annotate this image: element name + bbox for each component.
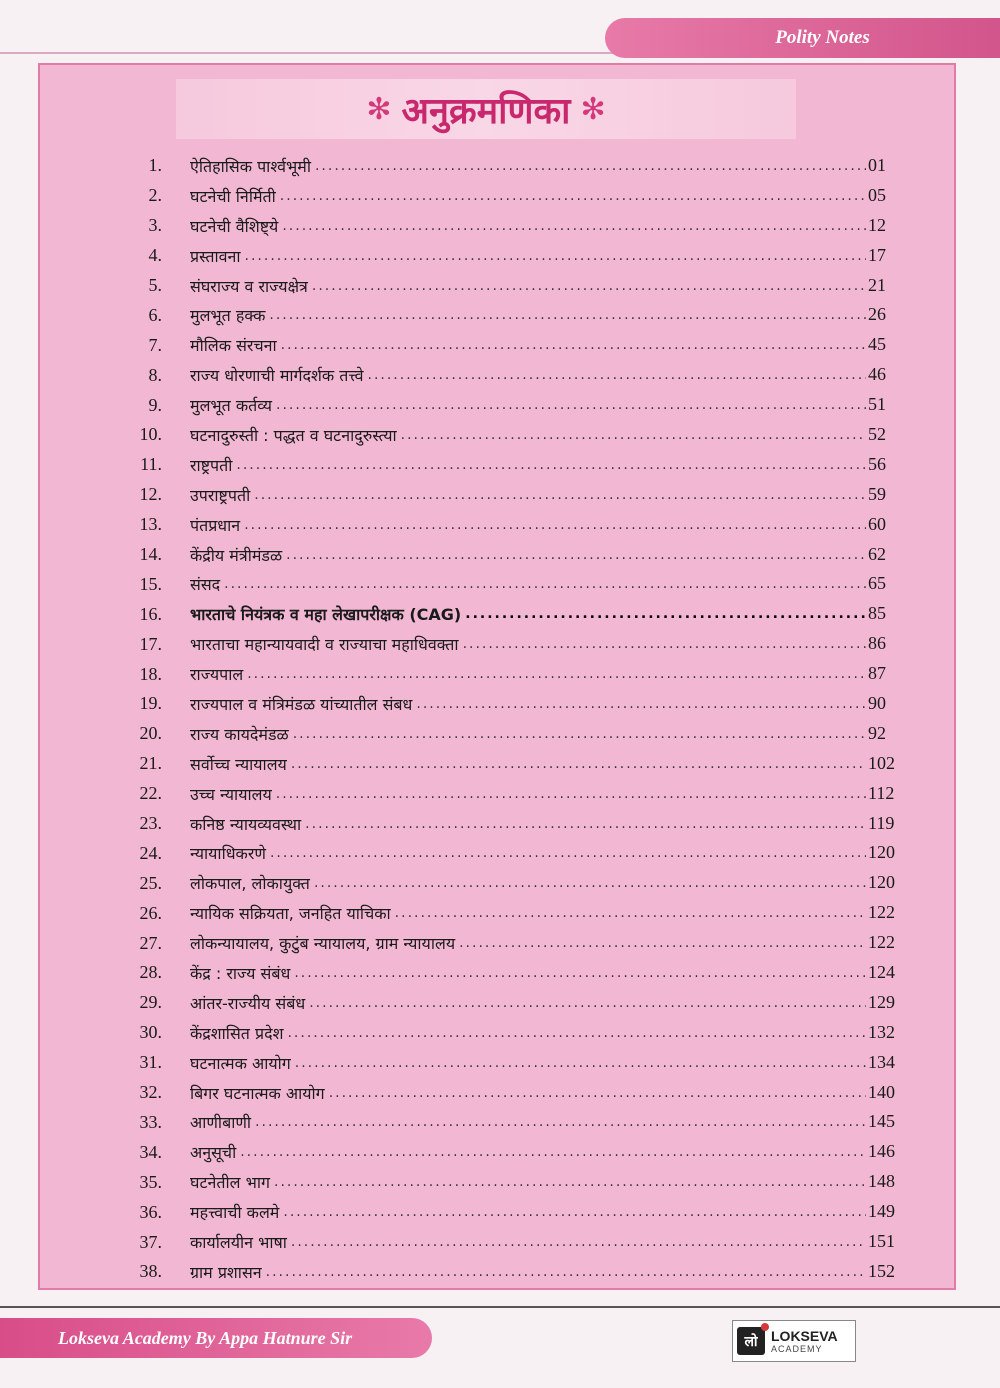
logo-line2: ACADEMY	[771, 1343, 823, 1354]
toc-title-text: राष्ट्रपती	[190, 455, 233, 475]
toc-leader-dots	[224, 576, 866, 592]
toc-page-number: 140	[868, 1081, 895, 1102]
toc-title	[190, 783, 866, 805]
toc-page-number: 51	[868, 394, 886, 415]
toc-title-text: ग्राम प्रशासन	[190, 1262, 262, 1282]
toc-row	[40, 928, 958, 958]
toc-title-text: न्यायाधिकरणे	[190, 844, 266, 864]
toc-page-number: 129	[868, 991, 895, 1012]
toc-page-number: 21	[868, 274, 886, 295]
toc-page-number: 149	[868, 1201, 895, 1222]
toc-page-number: 85	[868, 603, 886, 624]
toc-page-number: 145	[868, 1111, 895, 1132]
toc-title-text: घटनादुरुस्ती : पद्धत व घटनादुरुस्त्या	[190, 425, 397, 445]
toc-number: 20.	[139, 723, 162, 744]
toc-number: 32.	[139, 1082, 162, 1103]
table-of-contents	[40, 151, 958, 1287]
toc-row	[40, 1167, 958, 1197]
toc-title-text: प्रस्तावना	[190, 246, 241, 266]
toc-number: 18.	[139, 663, 162, 684]
toc-title-text: उपराष्ट्रपती	[190, 485, 251, 505]
toc-title-text: महत्त्वाची कलमे	[190, 1203, 280, 1223]
toc-number: 6.	[148, 304, 162, 325]
toc-leader-dots	[244, 517, 866, 533]
toc-leader-dots	[459, 935, 866, 951]
header-tab	[605, 18, 1000, 58]
toc-title-text: घटनेची वैशिष्ट्ये	[190, 216, 279, 236]
toc-number: 26.	[139, 902, 162, 923]
toc-page-number: 134	[868, 1051, 895, 1072]
toc-leader-dots	[240, 1144, 866, 1160]
toc-number: 30.	[139, 1022, 162, 1043]
toc-page-number: 59	[868, 483, 886, 504]
toc-leader-dots	[315, 158, 866, 174]
toc-number: 8.	[148, 364, 162, 385]
toc-row	[40, 300, 958, 330]
toc-number: 13.	[139, 514, 162, 535]
toc-number: 31.	[139, 1052, 162, 1073]
toc-row	[40, 1018, 958, 1048]
toc-row	[40, 390, 958, 420]
toc-leader-dots	[293, 726, 866, 742]
toc-row	[40, 151, 958, 181]
toc-leader-dots	[291, 1234, 866, 1250]
toc-leader-dots	[280, 188, 866, 204]
toc-number: 38.	[139, 1261, 162, 1282]
toc-page-number: 120	[868, 872, 895, 893]
toc-row	[40, 450, 958, 480]
toc-leader-dots	[295, 1055, 866, 1071]
toc-title-text: घटनेची निर्मिती	[190, 186, 276, 206]
toc-title	[190, 544, 866, 566]
toc-row	[40, 480, 958, 510]
toc-leader-dots	[291, 756, 866, 772]
toc-number: 4.	[148, 245, 162, 266]
toc-leader-dots	[274, 1174, 866, 1190]
toc-page-number: 146	[868, 1141, 895, 1162]
toc-number: 17.	[139, 633, 162, 654]
toc-number: 10.	[139, 424, 162, 445]
toc-number: 15.	[139, 573, 162, 594]
toc-title-text: भारताचे नियंत्रक व महा लेखापरीक्षक (CAG)	[190, 605, 462, 625]
toc-page-number: 12	[868, 214, 886, 235]
toc-number: 2.	[148, 185, 162, 206]
toc-row	[40, 988, 958, 1018]
toc-page-number: 132	[868, 1021, 895, 1042]
toc-row	[40, 510, 958, 540]
toc-page-number: 120	[868, 842, 895, 863]
toc-title-text: भारताचा महान्यायवादी व राज्याचा महाधिवक्ता	[190, 635, 459, 655]
toc-page-number: 65	[868, 573, 886, 594]
toc-page-number: 122	[868, 932, 895, 953]
toc-row	[40, 1137, 958, 1167]
toc-title	[190, 663, 866, 685]
toc-title	[190, 275, 866, 297]
toc-title	[190, 1052, 866, 1074]
toc-leader-dots	[287, 1025, 866, 1041]
toc-title	[190, 454, 866, 476]
toc-row	[40, 1078, 958, 1108]
toc-row	[40, 181, 958, 211]
toc-title-text: राज्यपाल	[190, 665, 244, 685]
toc-title-text: घटनेतील भाग	[190, 1173, 270, 1193]
toc-title-text: मुलभूत हक्क	[190, 306, 266, 326]
toc-title-text: मौलिक संरचना	[190, 336, 277, 356]
toc-title	[190, 693, 866, 715]
toc-row	[40, 898, 958, 928]
toc-row	[40, 749, 958, 779]
toc-title-text: सर्वोच्च न्यायालय	[190, 754, 287, 774]
toc-title	[190, 902, 866, 924]
toc-title	[190, 215, 866, 237]
toc-number: 5.	[148, 275, 162, 295]
title-band	[176, 79, 796, 139]
footer-tab	[0, 1318, 432, 1358]
toc-title-text: पंतप्रधान	[190, 515, 241, 535]
contents-panel	[38, 63, 956, 1290]
toc-page-number: 92	[868, 722, 886, 743]
toc-title-text: केंद्रशासित प्रदेश	[190, 1023, 284, 1043]
toc-row	[40, 540, 958, 570]
footer-label: Lokseva Academy By Appa Hatnure Sir	[58, 1327, 353, 1348]
toc-page-number: 112	[868, 782, 895, 803]
toc-title	[190, 842, 866, 864]
toc-number: 34.	[139, 1141, 162, 1162]
toc-leader-dots	[255, 1114, 866, 1130]
toc-title	[190, 424, 866, 446]
toc-title-text: लोकपाल, लोकायुक्त	[190, 874, 310, 894]
academy-logo	[732, 1320, 856, 1362]
toc-title	[190, 1022, 866, 1044]
toc-number: 25.	[139, 872, 162, 893]
toc-title	[190, 245, 866, 267]
toc-page-number: 62	[868, 543, 886, 564]
toc-title	[190, 1111, 866, 1133]
toc-page-number: 05	[868, 184, 886, 205]
toc-page-number: 122	[868, 902, 895, 923]
toc-leader-dots	[281, 337, 866, 353]
toc-title	[190, 1082, 866, 1104]
header-label: Polity Notes	[775, 27, 870, 48]
toc-row	[40, 1227, 958, 1257]
toc-row	[40, 868, 958, 898]
toc-title-text: राज्य कायदेमंडळ	[190, 724, 289, 744]
toc-title-text: न्यायिक सक्रियता, जनहित याचिका	[190, 904, 391, 924]
toc-page-number: 152	[868, 1260, 895, 1281]
toc-row	[40, 1108, 958, 1138]
toc-title	[190, 962, 866, 984]
toc-title	[190, 394, 866, 416]
toc-leader-dots	[245, 248, 866, 264]
toc-title-text: केंद्रीय मंत्रीमंडळ	[190, 545, 283, 565]
star-icon: ✻	[366, 91, 392, 127]
toc-leader-dots	[395, 905, 866, 921]
toc-leader-dots	[270, 845, 866, 861]
star-icon: ✻	[580, 91, 606, 127]
logo-dot	[761, 1323, 769, 1331]
toc-page-number: 119	[868, 812, 895, 833]
logo-text	[771, 1329, 838, 1354]
logo-line1: LOKSEVA	[771, 1327, 838, 1344]
toc-title	[190, 1201, 866, 1223]
toc-title-text: कनिष्ठ न्यायव्यवस्था	[190, 814, 302, 834]
toc-leader-dots	[236, 457, 866, 473]
toc-title	[190, 872, 866, 894]
toc-number: 29.	[139, 992, 162, 1013]
footer-rule	[0, 1306, 1000, 1308]
toc-row	[40, 1197, 958, 1227]
toc-row	[40, 1257, 958, 1287]
toc-title	[190, 1231, 866, 1253]
toc-title	[190, 1261, 866, 1283]
toc-page-number: 148	[868, 1171, 895, 1192]
toc-number: 35.	[139, 1171, 162, 1192]
toc-number: 7.	[148, 334, 162, 355]
toc-title	[190, 514, 866, 536]
toc-title	[190, 185, 866, 207]
toc-leader-dots	[314, 875, 866, 891]
toc-row	[40, 629, 958, 659]
toc-title	[190, 155, 866, 177]
toc-title-text: संघराज्य व राज्यक्षेत्र	[190, 276, 308, 296]
toc-leader-dots	[283, 1204, 866, 1220]
toc-title-text: कार्यालयीन भाषा	[190, 1233, 287, 1252]
toc-number: 12.	[139, 484, 162, 505]
toc-number: 9.	[148, 394, 162, 415]
toc-number: 16.	[139, 603, 162, 624]
toc-title-text: बिगर घटनात्मक आयोग	[190, 1083, 325, 1103]
toc-title-text: संसद	[190, 575, 221, 595]
toc-page-number: 52	[868, 423, 886, 444]
toc-leader-dots	[401, 427, 866, 443]
toc-page-number: 56	[868, 453, 886, 474]
logo-mark-text: लो	[744, 1333, 758, 1350]
toc-title	[190, 723, 866, 745]
toc-leader-dots	[312, 278, 866, 294]
toc-page-number: 17	[868, 244, 886, 265]
toc-title-text: घटनात्मक आयोग	[190, 1053, 291, 1073]
toc-number: 11.	[140, 454, 162, 475]
toc-page-number: 46	[868, 364, 886, 385]
toc-title	[190, 304, 866, 326]
toc-leader-dots	[305, 816, 866, 832]
toc-title	[190, 813, 866, 835]
toc-page-number: 87	[868, 663, 886, 684]
toc-title	[190, 992, 866, 1014]
toc-row	[40, 360, 958, 390]
toc-leader-dots	[282, 218, 866, 234]
toc-page-number: 90	[868, 692, 886, 713]
toc-title-text: आणीबाणी	[190, 1113, 252, 1133]
toc-row	[40, 1048, 958, 1078]
toc-title	[190, 1171, 866, 1193]
toc-row	[40, 689, 958, 719]
toc-leader-dots	[416, 696, 866, 712]
toc-title	[190, 364, 866, 386]
toc-leader-dots	[329, 1085, 866, 1101]
toc-number: 19.	[139, 693, 162, 714]
toc-page-number: 26	[868, 304, 886, 325]
toc-leader-dots	[266, 1264, 866, 1280]
toc-title	[190, 573, 866, 595]
toc-row	[40, 241, 958, 271]
toc-leader-dots	[465, 606, 866, 622]
toc-page-number: 102	[868, 752, 895, 773]
toc-title-text: आंतर-राज्यीय संबंध	[190, 993, 306, 1013]
toc-title-text: ऐतिहासिक पार्श्वभूमी	[190, 156, 311, 176]
toc-row	[40, 659, 958, 689]
toc-number: 14.	[139, 544, 162, 565]
toc-title-text: उच्च न्यायालय	[190, 784, 272, 804]
toc-row	[40, 420, 958, 450]
toc-leader-dots	[309, 995, 866, 1011]
toc-leader-dots	[254, 487, 866, 503]
toc-row	[40, 779, 958, 809]
toc-number: 1.	[148, 155, 162, 176]
toc-number: 37.	[139, 1231, 162, 1252]
toc-page-number: 124	[868, 961, 895, 982]
toc-title	[190, 633, 866, 655]
toc-leader-dots	[276, 397, 866, 413]
toc-page-number: 60	[868, 513, 886, 534]
logo-mark	[737, 1327, 765, 1355]
toc-title-text: केंद्र : राज्य संबंध	[190, 963, 291, 983]
toc-title	[190, 1141, 866, 1163]
toc-page-number: 01	[868, 154, 886, 175]
toc-number: 33.	[139, 1111, 162, 1132]
toc-number: 36.	[139, 1201, 162, 1222]
toc-number: 21.	[139, 753, 162, 774]
toc-title	[190, 484, 866, 506]
toc-title	[190, 603, 866, 625]
toc-row	[40, 958, 958, 988]
toc-title	[190, 334, 866, 356]
toc-row	[40, 569, 958, 599]
toc-number: 27.	[139, 932, 162, 953]
toc-title-text: राज्य धोरणाची मार्गदर्शक तत्त्वे	[190, 366, 364, 386]
toc-leader-dots	[294, 965, 866, 981]
toc-number: 22.	[139, 783, 162, 804]
toc-title-text: अनुसूची	[190, 1143, 237, 1163]
page-title: अनुक्रमणिका	[401, 90, 571, 132]
toc-number: 24.	[139, 842, 162, 863]
toc-number: 28.	[139, 962, 162, 983]
toc-title-text: मुलभूत कर्तव्य	[190, 396, 273, 416]
toc-title	[190, 753, 866, 775]
toc-leader-dots	[269, 307, 866, 323]
toc-number: 23.	[139, 813, 162, 834]
toc-number: 3.	[148, 215, 162, 236]
toc-page-number: 151	[868, 1231, 895, 1251]
toc-row	[40, 271, 958, 301]
toc-row	[40, 809, 958, 839]
toc-row	[40, 599, 958, 629]
toc-leader-dots	[463, 636, 866, 652]
toc-leader-dots	[368, 367, 867, 383]
toc-leader-dots	[247, 666, 866, 682]
toc-leader-dots	[276, 786, 866, 802]
toc-page-number: 86	[868, 633, 886, 654]
toc-title-text: राज्यपाल व मंत्रिमंडळ यांच्यातील संबध	[190, 694, 413, 714]
toc-row	[40, 211, 958, 241]
toc-row	[40, 719, 958, 749]
toc-row	[40, 838, 958, 868]
toc-leader-dots	[286, 547, 866, 563]
toc-title	[190, 932, 866, 954]
toc-page-number: 45	[868, 334, 886, 355]
toc-row	[40, 330, 958, 360]
toc-title-text: लोकन्यायालय, कुटुंब न्यायालय, ग्राम न्यायालय	[190, 934, 456, 954]
